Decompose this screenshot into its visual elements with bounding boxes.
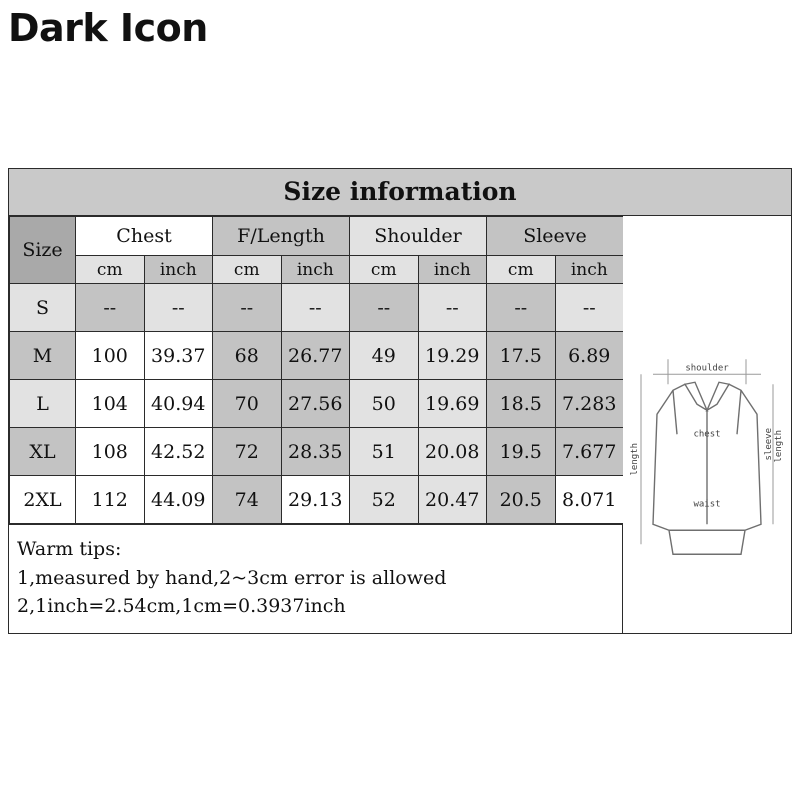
cell: 20.47 <box>418 476 487 524</box>
table-header-row <box>10 217 624 256</box>
cell: 49 <box>350 332 419 380</box>
cell: -- <box>213 284 282 332</box>
tips-line-2: 2,1inch=2.54cm,1cm=0.3937inch <box>17 595 346 617</box>
row-size-2xl: 2XL <box>10 476 76 524</box>
size-table <box>9 216 624 524</box>
cell: -- <box>487 284 556 332</box>
cell: 108 <box>76 428 145 476</box>
cell: -- <box>350 284 419 332</box>
tips-line-1: 1,measured by hand,2~3cm error is allowed <box>17 566 447 589</box>
cell: 100 <box>76 332 145 380</box>
cell: 17.5 <box>487 332 556 380</box>
size-chart-title: Size information <box>9 169 791 216</box>
tips-heading: Warm tips: <box>17 538 122 560</box>
cell: -- <box>281 284 350 332</box>
cell: 8.071 <box>555 476 624 524</box>
header-group-chest: Chest <box>76 217 213 256</box>
row-size-s: S <box>10 284 76 332</box>
header-size: Size <box>10 217 76 284</box>
size-chart <box>8 168 792 634</box>
table-row <box>10 284 624 332</box>
label-length: length <box>630 442 640 476</box>
cell: 19.5 <box>487 428 556 476</box>
cell: 7.283 <box>555 380 624 428</box>
cell: 50 <box>350 380 419 428</box>
cell: 26.77 <box>281 332 350 380</box>
unit-shoulder-cm: cm <box>350 256 419 284</box>
size-table-column <box>9 216 623 633</box>
cell: 104 <box>76 380 145 428</box>
row-size-l: L <box>10 380 76 428</box>
unit-sleeve-inch: inch <box>555 256 624 284</box>
cell: 27.56 <box>281 380 350 428</box>
cell: 52 <box>350 476 419 524</box>
unit-chest-inch: inch <box>144 256 213 284</box>
cell: -- <box>555 284 624 332</box>
cell: 112 <box>76 476 145 524</box>
size-chart-body <box>9 216 791 633</box>
table-row <box>10 476 624 524</box>
cell: -- <box>76 284 145 332</box>
cell: 7.677 <box>555 428 624 476</box>
header-group-flength: F/Length <box>213 217 350 256</box>
unit-chest-cm: cm <box>76 256 145 284</box>
unit-flength-cm: cm <box>213 256 282 284</box>
cell: 72 <box>213 428 282 476</box>
cell: 6.89 <box>555 332 624 380</box>
cell: 70 <box>213 380 282 428</box>
garment-diagram <box>623 216 791 633</box>
cell: 42.52 <box>144 428 213 476</box>
shirt-illustration <box>623 216 791 633</box>
label-shoulder: shoulder <box>685 363 729 374</box>
cell: 19.69 <box>418 380 487 428</box>
header-group-sleeve: Sleeve <box>487 217 624 256</box>
cell: 19.29 <box>418 332 487 380</box>
table-row <box>10 332 624 380</box>
row-size-xl: XL <box>10 428 76 476</box>
label-sleeve-length: length <box>774 429 784 463</box>
cell: 39.37 <box>144 332 213 380</box>
cell: 74 <box>213 476 282 524</box>
unit-flength-inch: inch <box>281 256 350 284</box>
table-unit-row <box>10 256 624 284</box>
cell: 28.35 <box>281 428 350 476</box>
table-row <box>10 380 624 428</box>
cell: 51 <box>350 428 419 476</box>
table-row <box>10 428 624 476</box>
label-sleeve: sleeve <box>764 427 774 461</box>
header-group-shoulder: Shoulder <box>350 217 487 256</box>
unit-shoulder-inch: inch <box>418 256 487 284</box>
cell: -- <box>144 284 213 332</box>
cell: 68 <box>213 332 282 380</box>
cell: 29.13 <box>281 476 350 524</box>
cell: 20.5 <box>487 476 556 524</box>
label-chest: chest <box>693 429 721 440</box>
row-size-m: M <box>10 332 76 380</box>
brand-title: Dark Icon <box>8 6 208 50</box>
cell: 40.94 <box>144 380 213 428</box>
warm-tips <box>9 524 622 633</box>
label-waist: waist <box>693 499 721 510</box>
cell: 18.5 <box>487 380 556 428</box>
cell: 44.09 <box>144 476 213 524</box>
cell: 20.08 <box>418 428 487 476</box>
unit-sleeve-cm: cm <box>487 256 556 284</box>
cell: -- <box>418 284 487 332</box>
